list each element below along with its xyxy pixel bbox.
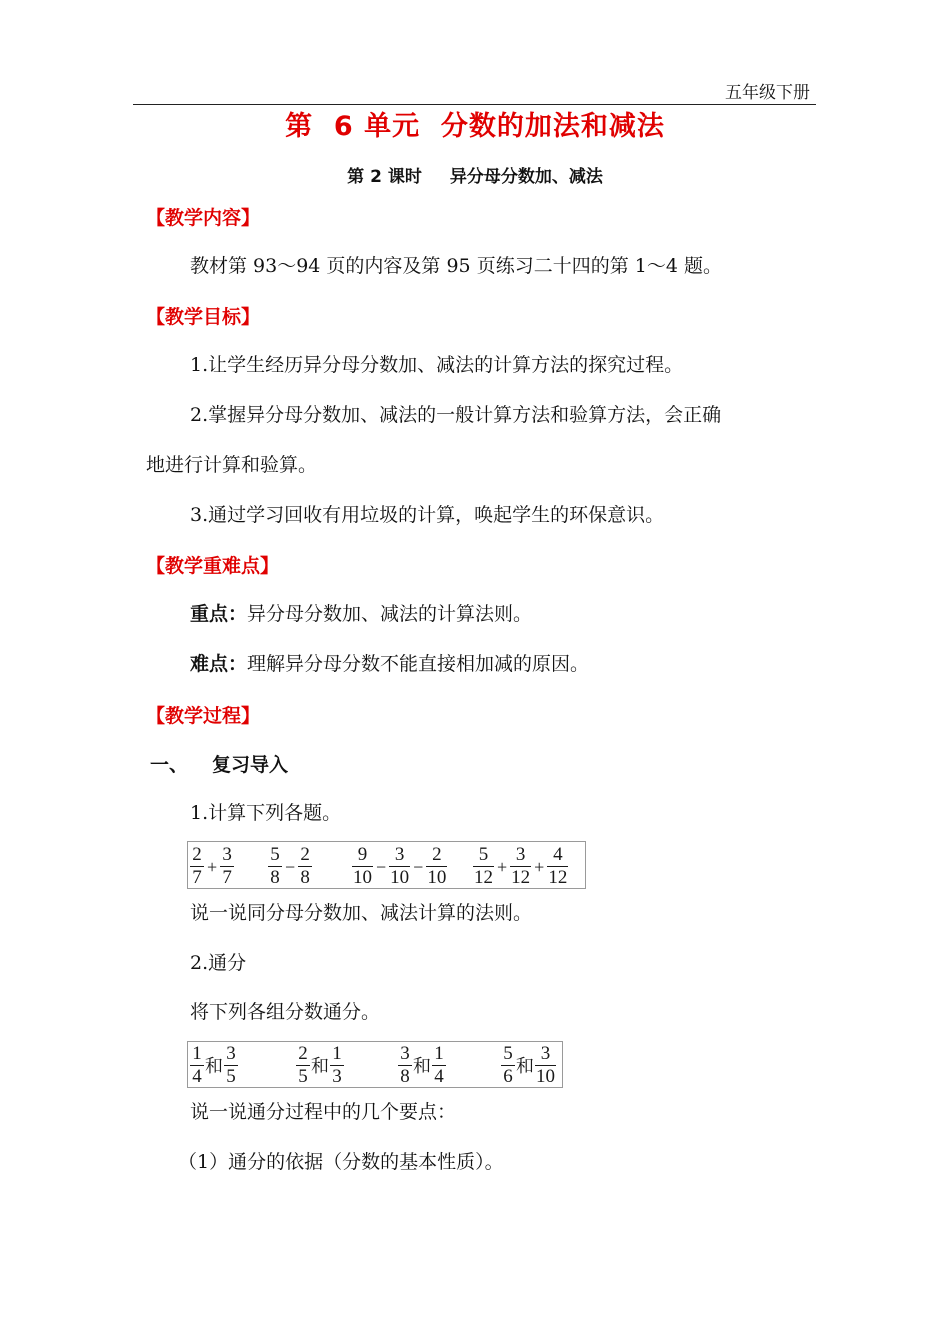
numerator: 2 (192, 844, 202, 865)
numerator: 1 (332, 1043, 342, 1064)
fraction (298, 845, 312, 887)
fraction-pair-2 (296, 1044, 344, 1086)
goal-2-line1: 2.掌握异分母分数加、减法的一般计算方法和验算方法，会正确 (190, 404, 722, 426)
denominator: 8 (400, 1066, 410, 1087)
fraction-pair-1 (190, 1044, 238, 1086)
lesson-number: 第 2 课时 (347, 167, 422, 187)
numerator: 1 (192, 1043, 202, 1064)
fraction (398, 1044, 412, 1086)
item-1: 1.计算下列各题。 (190, 802, 342, 824)
numerator: 2 (432, 844, 442, 865)
numerator: 3 (540, 1043, 551, 1064)
exercise-1 (190, 845, 234, 887)
say-points: 说一说通分过程中的几个要点： (190, 1101, 457, 1123)
lesson-title (0, 162, 950, 187)
section-goals-title: 【教学目标】 (146, 306, 261, 328)
unit-title: 第 6 单元 分数的加法和减法 (285, 111, 665, 142)
denominator: 10 (353, 867, 372, 888)
section-process-title: 【教学过程】 (146, 705, 261, 727)
fraction (220, 845, 234, 887)
denominator: 12 (511, 867, 531, 888)
denominator: 3 (332, 1066, 342, 1087)
numerator: 5 (503, 1043, 513, 1064)
part-number: 一、 (150, 754, 189, 776)
operator: − (376, 856, 387, 877)
say-rule: 说一说同分母分数加、减法计算的法则。 (190, 902, 533, 924)
goal-3: 3.通过学习回收有用垃圾的计算，唤起学生的环保意识。 (190, 504, 665, 526)
operator: + (207, 856, 218, 877)
numerator: 5 (270, 844, 280, 865)
exercise-box (187, 841, 586, 889)
section-content-title: 【教学内容】 (146, 207, 261, 229)
fraction (330, 1044, 344, 1086)
part-title: 复习导入 (212, 754, 289, 776)
exercise-4 (473, 845, 568, 887)
denominator: 5 (226, 1066, 236, 1087)
denominator: 7 (222, 867, 232, 888)
numerator: 2 (298, 1043, 308, 1064)
item-2: 2.通分 (190, 952, 247, 974)
numerator: 1 (434, 1043, 444, 1064)
fraction (535, 1044, 556, 1086)
operator: + (497, 856, 508, 877)
operator: − (413, 856, 424, 877)
joiner-text: 和 (311, 1056, 329, 1077)
numerator: 3 (222, 844, 232, 865)
fraction-pair-3 (398, 1044, 446, 1086)
exercise-2 (268, 845, 312, 887)
hard-point (190, 651, 589, 677)
fraction (268, 845, 282, 887)
hard-label: 难点： (190, 653, 248, 675)
denominator: 4 (434, 1066, 444, 1087)
fraction-pair-4 (501, 1044, 556, 1086)
denominator: 4 (192, 1066, 202, 1087)
numerator: 3 (400, 1043, 410, 1064)
denominator: 10 (536, 1066, 555, 1087)
key-text: 异分母分数加、减法的计算法则。 (247, 603, 533, 625)
fraction (501, 1044, 515, 1086)
section-key-title: 【教学重难点】 (146, 555, 280, 577)
denominator: 10 (390, 867, 410, 888)
part-heading (150, 750, 288, 777)
pairs-box (187, 1041, 563, 1088)
denominator: 7 (192, 867, 202, 888)
numerator: 4 (553, 844, 563, 865)
point-1: （1）通分的依据（分数的基本性质）。 (178, 1151, 504, 1173)
denominator: 10 (427, 867, 447, 888)
numerator: 5 (478, 844, 489, 865)
joiner-text: 和 (516, 1056, 534, 1077)
denominator: 12 (548, 867, 568, 888)
denominator: 8 (300, 867, 310, 888)
fraction (389, 845, 410, 887)
numerator: 3 (394, 844, 405, 865)
goal-2-line2: 地进行计算和验算。 (146, 454, 318, 476)
denominator: 12 (474, 867, 493, 888)
denominator: 5 (298, 1066, 308, 1087)
exercise-3 (352, 845, 447, 887)
denominator: 8 (270, 867, 280, 888)
operator: + (534, 856, 545, 877)
fraction (296, 1044, 310, 1086)
fraction (510, 845, 531, 887)
numerator: 3 (226, 1043, 236, 1064)
fraction (352, 845, 373, 887)
grade-label: 五年级下册 (725, 83, 810, 103)
joiner-text: 和 (205, 1056, 223, 1077)
key-point (190, 601, 532, 627)
goal-1: 1.让学生经历异分母分数加、减法的计算方法的探究过程。 (190, 354, 684, 376)
fraction (473, 845, 494, 887)
fraction (224, 1044, 238, 1086)
numerator: 9 (357, 844, 368, 865)
fraction (190, 845, 204, 887)
denominator: 6 (503, 1066, 513, 1087)
joiner-text: 和 (413, 1056, 431, 1077)
fraction (432, 1044, 446, 1086)
item-2-desc: 将下列各组分数通分。 (190, 1001, 381, 1023)
key-label: 重点： (190, 603, 248, 625)
lesson-name: 异分母分数加、减法 (449, 167, 603, 187)
fraction (426, 845, 447, 887)
operator: − (285, 856, 296, 877)
fraction (190, 1044, 204, 1086)
content-text: 教材第 93～94 页的内容及第 95 页练习二十四的第 1～4 题。 (190, 255, 722, 277)
fraction (547, 845, 568, 887)
numerator: 3 (515, 844, 526, 865)
hard-text: 理解异分母分数不能直接相加减的原因。 (247, 653, 590, 675)
numerator: 2 (300, 844, 310, 865)
